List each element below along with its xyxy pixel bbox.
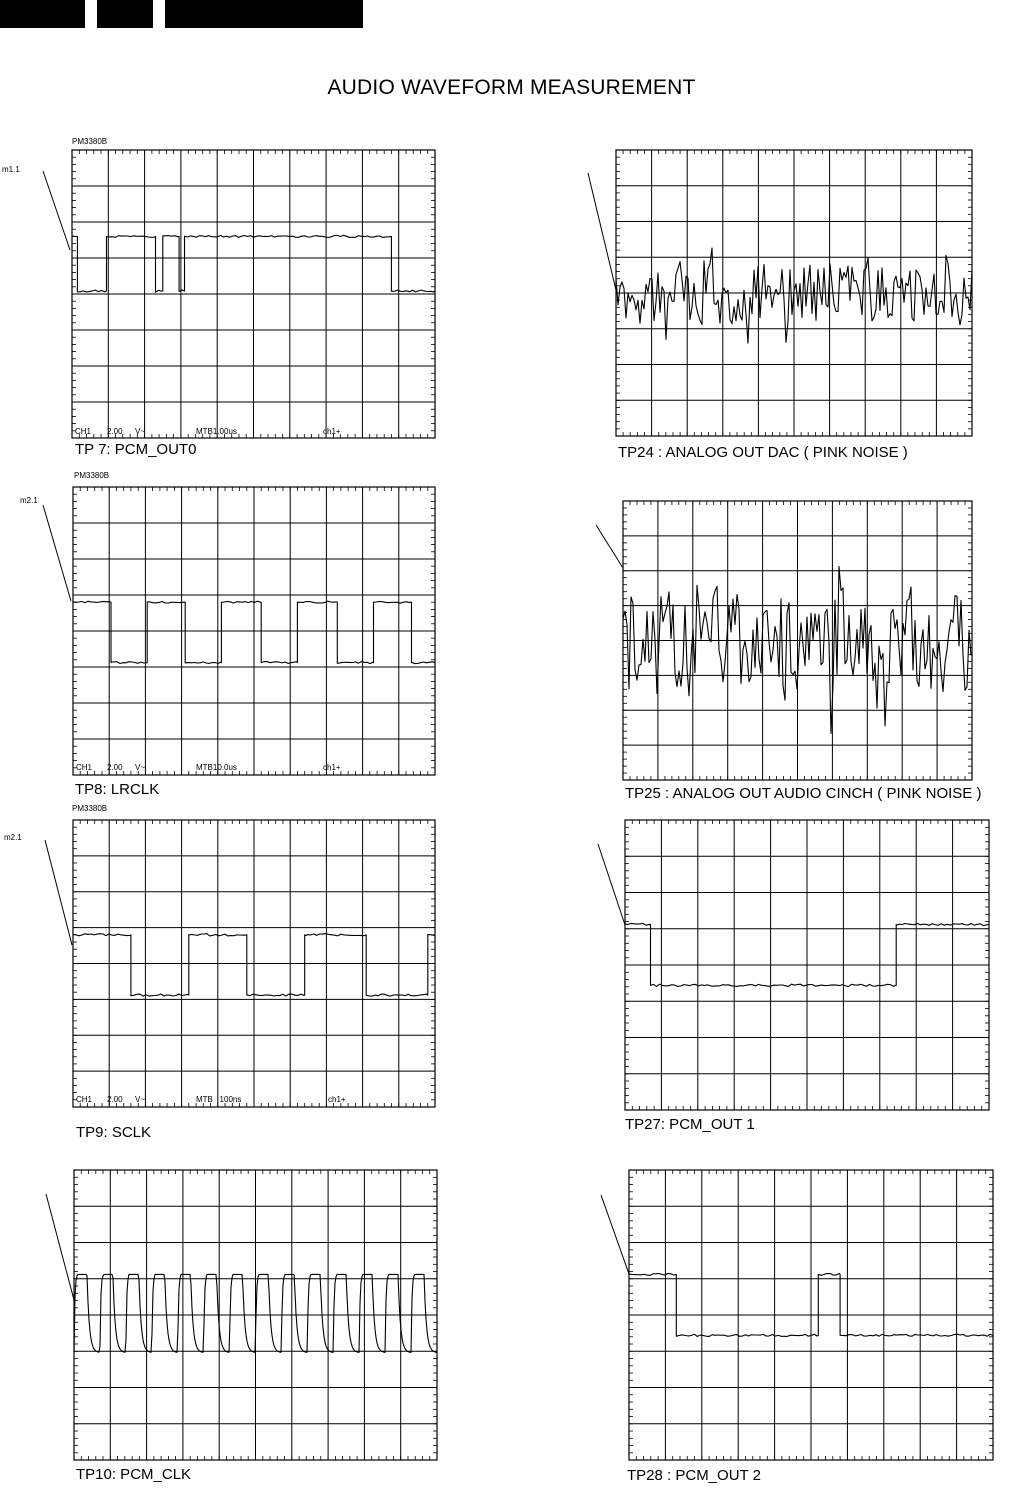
- readout-trigger: ch1+: [323, 427, 341, 436]
- caption-tp25: TP25 : ANALOG OUT AUDIO CINCH ( PINK NOISE ): [625, 785, 982, 802]
- scope-tp27: [625, 820, 989, 1110]
- scope-tp25: [623, 501, 972, 780]
- readout-unit: V~: [135, 1095, 146, 1104]
- scope-screen: [72, 150, 435, 438]
- readout-volts: 2.00: [107, 427, 123, 436]
- scope-tp28: [629, 1170, 993, 1460]
- scope-screen: [629, 1170, 993, 1460]
- caption-tp9: TP9: SCLK: [76, 1124, 152, 1141]
- scope-tp8: [73, 487, 435, 775]
- page-title: AUDIO WAVEFORM MEASUREMENT: [327, 76, 696, 99]
- graticule: [73, 820, 435, 1107]
- caption-tp7: TP 7: PCM_OUT0: [75, 441, 197, 458]
- graticule: [629, 1170, 993, 1460]
- readout-timebase: MTB1.00us: [196, 427, 237, 436]
- graticule: [625, 820, 989, 1110]
- scope-screen: [625, 820, 989, 1110]
- scope-screen: [73, 820, 435, 1107]
- scope-model-tp9: PM3380B: [72, 804, 108, 813]
- scope-screen: [73, 487, 435, 775]
- caption-tp8: TP8: LRCLK: [75, 781, 160, 798]
- scope-tp24: [616, 150, 972, 436]
- readout-unit: V~: [135, 763, 146, 772]
- marker-label-tp7: m1.1: [2, 165, 20, 174]
- readout-trigger: ch1+: [328, 1095, 346, 1104]
- scope-screen: [623, 501, 972, 780]
- scope-tp10: [74, 1170, 437, 1460]
- marker-label-tp8: m2.1: [20, 496, 38, 505]
- readout-trigger: ch1+: [323, 763, 341, 772]
- scope-model-tp7: PM3380B: [72, 137, 108, 146]
- readout-timebase: MTB10.0us: [196, 763, 237, 772]
- scope-model-tp8: PM3380B: [74, 471, 110, 480]
- scope-screen: [74, 1170, 437, 1460]
- readout-channel: CH1: [76, 1095, 93, 1104]
- readout-channel: CH1: [75, 427, 92, 436]
- readout-volts: 2.00: [107, 763, 123, 772]
- marker-label-tp9: m2.1: [4, 833, 22, 842]
- graticule: [72, 150, 435, 438]
- caption-tp28: TP28 : PCM_OUT 2: [627, 1467, 761, 1484]
- caption-tp27: TP27: PCM_OUT 1: [625, 1116, 755, 1133]
- scope-tp9: [73, 820, 435, 1107]
- caption-tp10: TP10: PCM_CLK: [76, 1466, 192, 1483]
- readout-unit: V~: [135, 427, 146, 436]
- caption-tp24: TP24 : ANALOG OUT DAC ( PINK NOISE ): [618, 444, 908, 461]
- scope-tp7: [72, 150, 435, 438]
- readout-timebase: MTB 100ns: [196, 1095, 242, 1104]
- graticule: [623, 501, 972, 780]
- scope-screen: [616, 150, 972, 436]
- readout-volts: 2.00: [107, 1095, 123, 1104]
- graticule: [73, 487, 435, 775]
- readout-channel: CH1: [76, 763, 93, 772]
